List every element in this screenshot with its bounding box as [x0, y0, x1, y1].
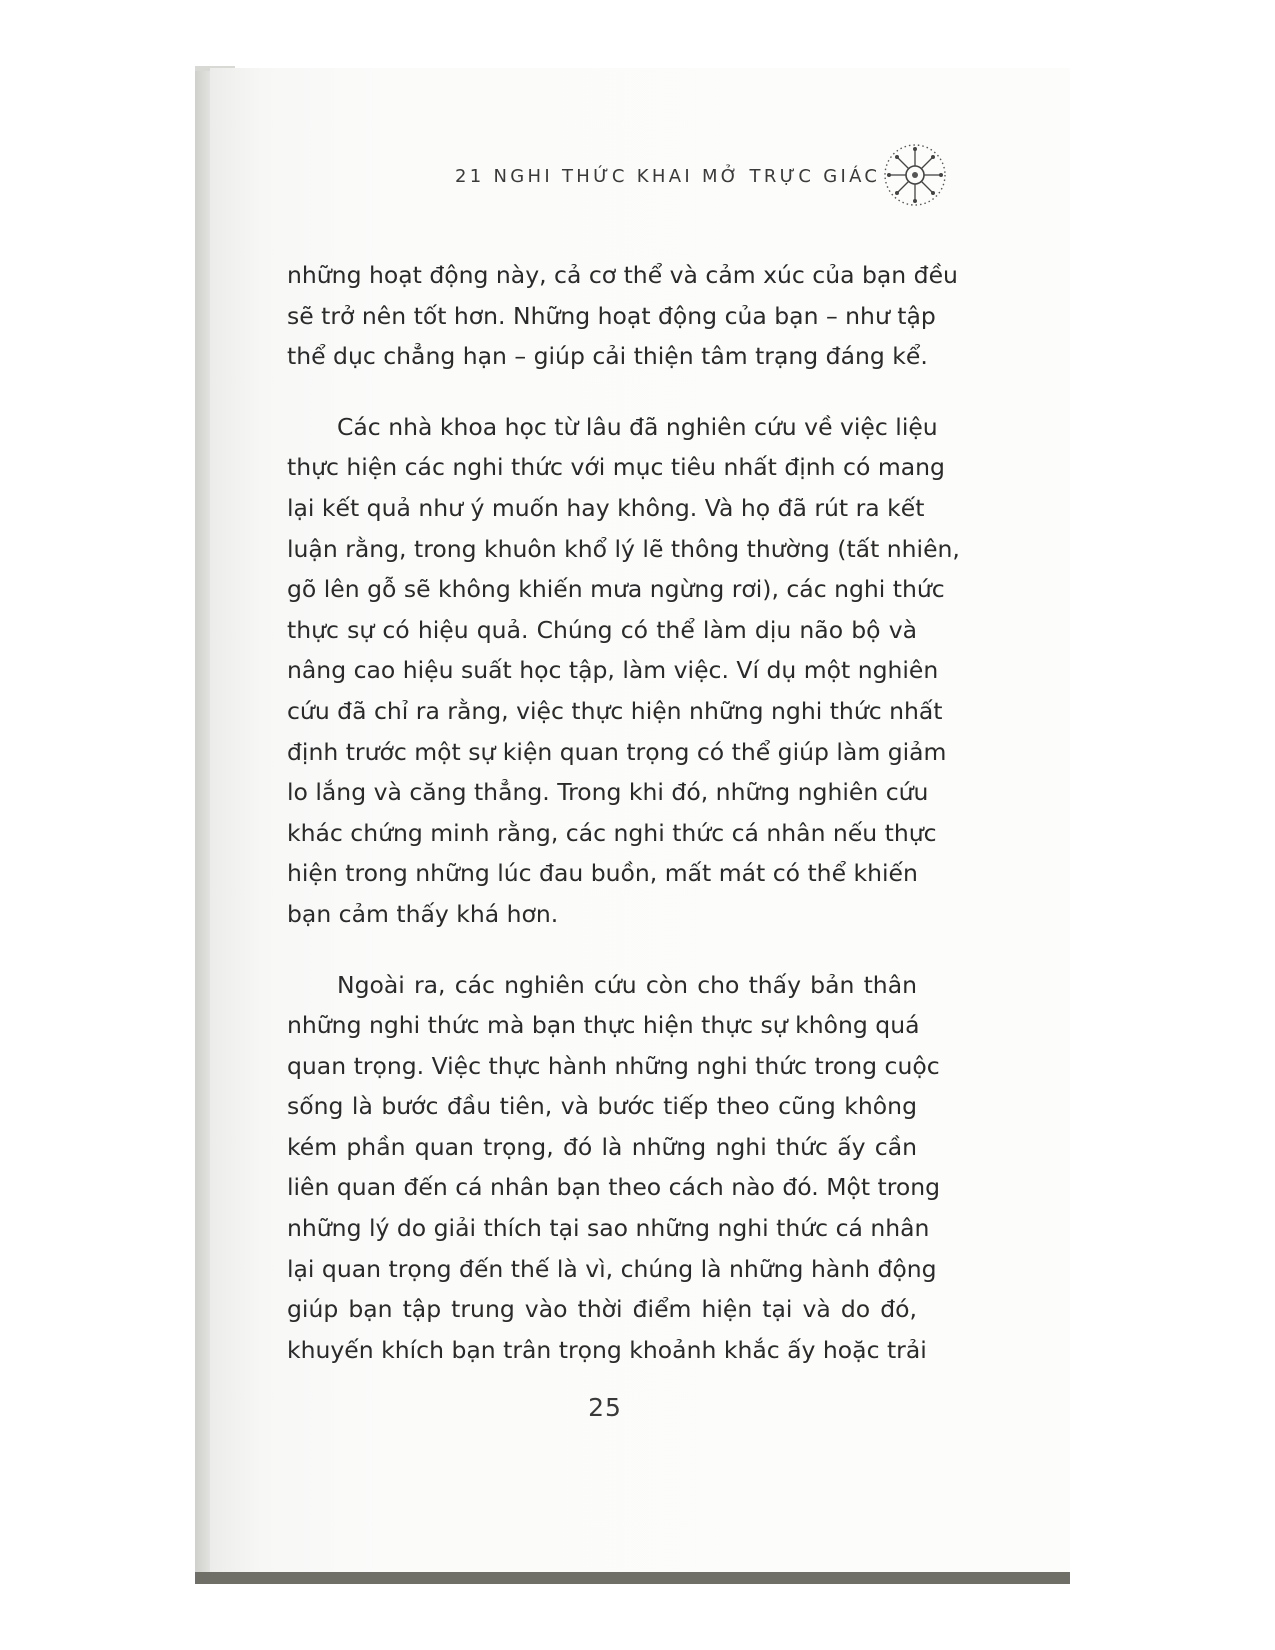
paragraph — [287, 255, 958, 377]
text-line: gõ lên gỗ sẽ không khiến mưa ngừng rơi), các nghi thức — [287, 575, 945, 604]
paragraph — [287, 965, 941, 1371]
text-line: giúp bạn tập trung vào thời điểm hiện tại và do đó, — [287, 1295, 917, 1324]
running-head: 21 NGHI THỨC KHAI MỞ TRỰC GIÁC — [455, 166, 881, 187]
text-line: định trước một sự kiện quan trọng có thể giúp làm giảm — [287, 737, 947, 766]
text-line: hiện trong những lúc đau buồn, mất mát có thể khiến — [287, 859, 918, 888]
text-line: sống là bước đầu tiên, và bước tiếp theo cũng không — [287, 1092, 917, 1121]
text-line: thể dục chẳng hạn – giúp cải thiện tâm trạng đáng kể. — [287, 342, 928, 371]
text-line: khác chứng minh rằng, các nghi thức cá nhân nếu thực — [287, 818, 937, 847]
text-line: lại quan trọng đến thế là vì, chúng là những hành động — [287, 1254, 937, 1283]
text-line: lo lắng và căng thẳng. Trong khi đó, những nghiên cứu — [287, 778, 929, 807]
text-line: những hoạt động này, cả cơ thể và cảm xúc của bạn đều — [287, 261, 958, 289]
body-text — [287, 255, 960, 1370]
text-line: sẽ trở nên tốt hơn. Những hoạt động của bạn – như tập — [287, 301, 936, 330]
sun-compass-ornament-icon — [880, 140, 950, 210]
paragraph-gap — [287, 377, 917, 407]
text-line: thực sự có hiệu quả. Chúng có thể làm dịu não bộ và — [287, 615, 917, 644]
text-line: Ngoài ra, các nghiên cứu còn cho thấy bản thân — [337, 970, 917, 999]
text-line: cứu đã chỉ ra rằng, việc thực hiện những nghi thức nhất — [287, 696, 943, 725]
text-line: lại kết quả như ý muốn hay không. Và họ đã rút ra kết — [287, 493, 925, 522]
text-line: nâng cao hiệu suất học tập, làm việc. Ví dụ một nghiên — [287, 656, 939, 685]
text-line: bạn cảm thấy khá hơn. — [287, 899, 559, 928]
text-line: luận rằng, trong khuôn khổ lý lẽ thông thường (tất nhiên, — [287, 534, 960, 563]
text-line: thực hiện các nghi thức với mục tiêu nhất định có mang — [287, 453, 945, 482]
paragraph — [287, 407, 960, 935]
text-line: những nghi thức mà bạn thực hiện thực sự không quá — [287, 1011, 920, 1040]
book-cover-bottom-edge — [195, 1572, 1070, 1584]
text-line: khuyến khích bạn trân trọng khoảnh khắc ấy hoặc trải — [287, 1335, 927, 1364]
paragraph-gap — [287, 935, 917, 965]
text-line: Các nhà khoa học từ lâu đã nghiên cứu về việc liệu — [337, 412, 938, 441]
text-line: quan trọng. Việc thực hành những nghi thức trong cuộc — [287, 1051, 940, 1080]
text-line: liên quan đến cá nhân bạn theo cách nào đó. Một trong — [287, 1173, 941, 1202]
page-number: 25 — [588, 1393, 622, 1422]
text-line: những lý do giải thích tại sao những nghi thức cá nhân — [287, 1214, 930, 1243]
text-line: kém phần quan trọng, đó là những nghi thức ấy cần — [287, 1132, 917, 1161]
